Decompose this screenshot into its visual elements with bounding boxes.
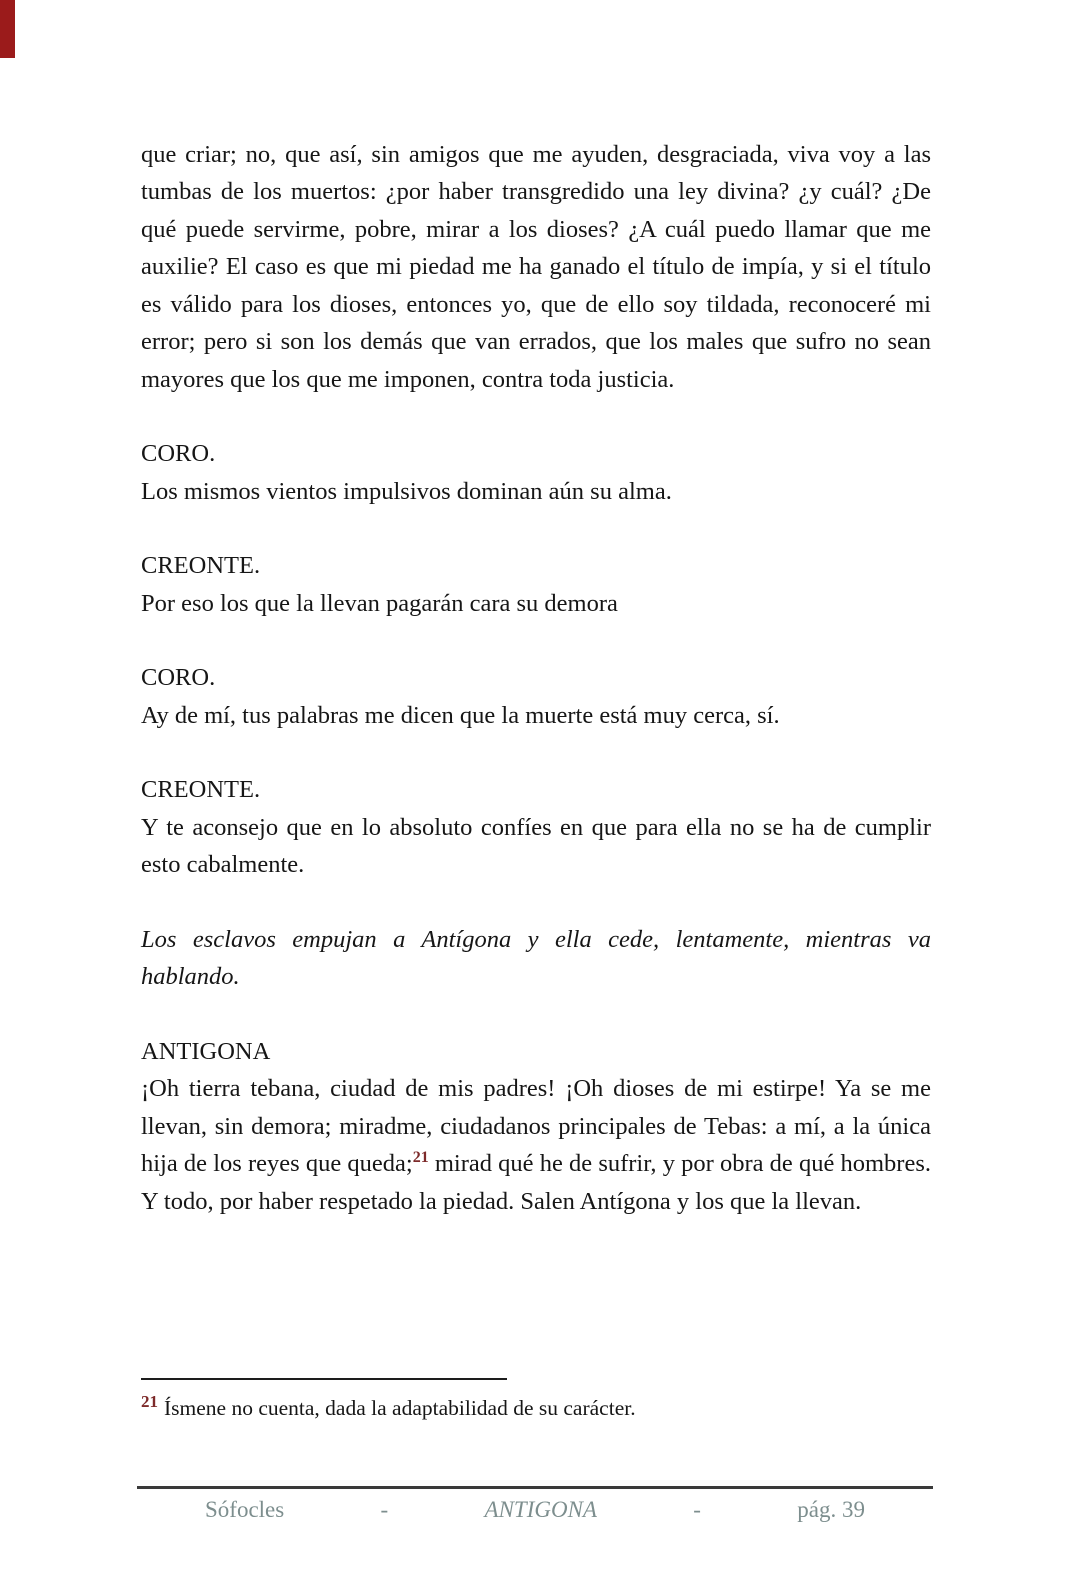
footer-separator: - xyxy=(693,1497,701,1522)
dialogue-line: Los mismos vientos impulsivos dominan aún su alma. xyxy=(141,477,672,505)
page-footer xyxy=(137,1486,933,1523)
footer-separator: - xyxy=(380,1497,389,1522)
footnote xyxy=(141,1391,931,1421)
speaker-name: CORO. xyxy=(141,440,216,468)
dialogue-block-creonte-1 xyxy=(141,547,931,622)
footnote-number: 21 xyxy=(141,1391,158,1411)
body-paragraph: que criar; no, que así, sin amigos que me ayuden, desgraciada, viva voy a las tumbas de los muertos: ¿por haber transgredido una ley divina? ¿y cuál? ¿De qué puede servirme, pobre, mirar a los dioses? ¿A cuál puedo llamar que me auxilie? El caso es que mi piedad me ha ganado el título de impía, y si el título es válido para los dioses, entonces yo, que de ello soy tildada, reconoceré mi error; pero si son los demás que van errados, que los males que sufro no sean mayores que los que me imponen, contra toda justicia. xyxy=(141,141,931,393)
footnote-area xyxy=(141,1378,931,1421)
dialogue-line: Por eso los que la llevan pagarán cara su demora xyxy=(141,589,618,617)
dialogue-line: Ay de mí, tus palabras me dicen que la muerte está muy cerca, sí. xyxy=(141,701,780,729)
dialogue-block-antigona xyxy=(141,1033,931,1220)
footnote-text: Ísmene no cuenta, dada la adaptabilidad de su carácter. xyxy=(164,1396,636,1420)
red-page-edge-marker xyxy=(0,0,15,58)
dialogue-text-after-ref: mirad qué he de sufrir, y por obra de qué hombres. Y todo, por haber respetado la piedad. Salen Antígona y los que la llevan. xyxy=(141,1150,931,1215)
dialogue-block-creonte-2 xyxy=(141,771,931,883)
stage-direction: Los esclavos empujan a Antígona y ella cede, lentamente, mientras va hablando. xyxy=(141,925,931,991)
speaker-name: CREONTE. xyxy=(141,776,261,804)
page-text-column xyxy=(141,136,931,1257)
footnote-reference-mark: 21 xyxy=(412,1149,429,1167)
dialogue-block-coro-1 xyxy=(141,435,931,510)
footer-author: Sófocles xyxy=(205,1497,285,1522)
footnote-separator-rule xyxy=(141,1378,507,1380)
speaker-name: CORO. xyxy=(141,664,216,692)
dialogue-line: Y te aconsejo que en lo absoluto confíes en que para ella no se ha de cumplir esto cabalmente. xyxy=(141,813,931,879)
speaker-name: CREONTE. xyxy=(141,552,261,580)
footer-page-number: pág. 39 xyxy=(797,1497,865,1522)
footer-book-title: ANTIGONA xyxy=(484,1497,597,1522)
dialogue-text-before-ref: ¡Oh tierra tebana, ciudad de mis padres! ¡Oh dioses de mi estirpe! Ya se me llevan, sin demora; miradme, ciudadanos principales de Tebas: a mí, a la única hija de los reyes que queda; xyxy=(141,1075,931,1178)
speaker-name: ANTIGONA xyxy=(141,1037,271,1065)
dialogue-block-coro-2 xyxy=(141,659,931,734)
dialogue-line-with-footnote xyxy=(141,1070,931,1220)
